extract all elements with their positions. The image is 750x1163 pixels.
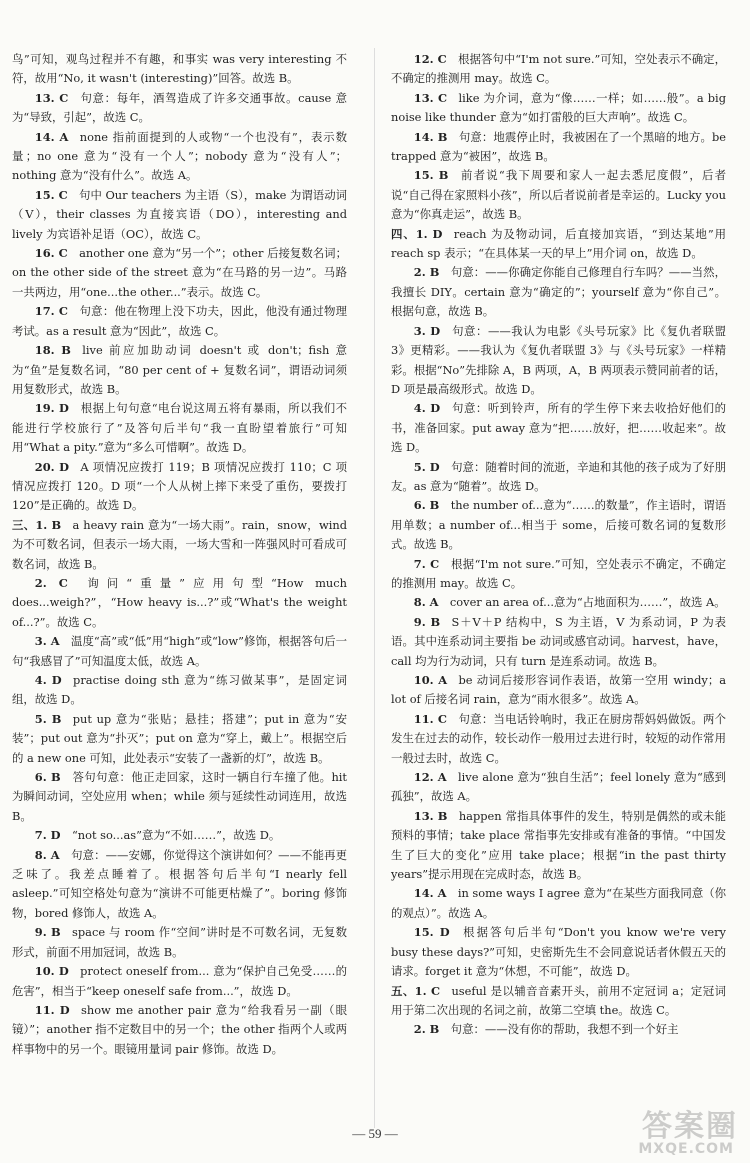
- answer-explanation: the number of...意为“……的数量”，作主语时，谓语用单数；a number of...相当于 some，后接可数名词的复数形式。故选 B。: [391, 498, 726, 552]
- answer-number: 2. B: [413, 1022, 440, 1037]
- answer-explanation: cover an area of...意为“占地面积为……”，故选 A。: [449, 595, 726, 610]
- answer-item: [391, 496, 726, 554]
- column-divider: [374, 48, 375, 1128]
- answer-number: 17. C: [34, 304, 68, 319]
- answer-explanation: a heavy rain 意为“一场大雨”。rain，snow，wind 为不可数名词，但表示一场大雨，一场大雪和一阵强风时可看成可数名词，故选 B。: [12, 517, 347, 571]
- answer-explanation: 句意：——没有你的帮助，我想不到一个好主: [450, 1022, 679, 1037]
- answer-item: [391, 768, 726, 807]
- answer-number: 9. B: [413, 614, 441, 629]
- answer-explanation: be 动词后接形容词作表语，故第一空用 windy；a lot of 后接名词 rain，意为“雨水很多”。故选 A。: [391, 673, 726, 707]
- answer-explanation: 答句句意：他正走回家，这时一辆自行车撞了他。hit 为瞬间动词，空处应用 when；while 须与延续性动词连用，故选 B。: [12, 770, 348, 823]
- answer-item: [391, 884, 726, 923]
- answer-explanation: 句意：他在物理上没下功夫，因此，他没有通过物理考试。as a result 意为“因此”，故选 C。: [12, 304, 347, 338]
- answer-number: 8. A: [413, 595, 439, 610]
- answer-number: 9. B: [34, 925, 61, 940]
- answer-number: 13. B: [413, 808, 448, 823]
- answer-item: [391, 322, 726, 400]
- answer-number: 10. A: [413, 673, 448, 687]
- answer-explanation: 句意：——安娜，你觉得这个演讲如何？——不能再更乏味了。我差点睡着了。根据答句后半句“I nearly fell asleep.”可知空格处句意为“演讲不可能更枯燥了”。boring 修饰物，bored 修饰人，故选 A。: [12, 847, 347, 920]
- answer-item: [12, 632, 347, 671]
- answer-item: [12, 574, 347, 632]
- answer-number: 10. D: [34, 964, 69, 979]
- answer-explanation: put up 意为“张贴；悬挂；搭建”；put in 意为“安装”；put out 意为“扑灭”；put on 意为“穿上，戴上”。根据空后的 a new one 可知，此处表示“安装了一盏新的灯”，故选 B。: [12, 711, 347, 765]
- answer-explanation: 句意：每年，酒驾造成了许多交通事故。cause 意为“导致，引起”，故选 C。: [12, 90, 347, 125]
- watermark-sub-text: MXQE.COM: [638, 1141, 734, 1157]
- answer-number: 15. D: [413, 925, 450, 940]
- answer-number: 16. C: [34, 246, 68, 261]
- answer-item: [12, 341, 347, 399]
- right-column: [391, 50, 726, 1040]
- answer-item: [391, 399, 726, 457]
- answer-item: [391, 710, 726, 768]
- answer-explanation: 句中 Our teachers 为主语（S），make 为谓语动词（V），their classes 为直接宾语（DO），interesting and lively 为宾语补足语（OC），故选 C。: [12, 187, 347, 241]
- answer-item: [391, 593, 726, 612]
- left-column: [12, 50, 347, 1059]
- answer-item: [391, 807, 726, 885]
- answer-explanation: protect oneself from... 意为“保护自己免受……的危害”，相当于“keep oneself safe from...”，故选 D。: [12, 964, 347, 998]
- answer-item: [12, 89, 347, 128]
- answer-explanation: 句意：当电话铃响时，我正在厨房帮妈妈做饭。两个发生在过去的动作，较长动作一般用过去进行时，较短的动作常用一般过去时，故选 C。: [391, 711, 726, 765]
- answer-explanation: “not so...as”意为“不如……”，故选 D。: [71, 828, 281, 843]
- answer-explanation: another one 意为“另一个”；other 后接复数名词；on the other side of the street 意为“在马路的另一边”。马路一共两边，用“one...the other...”表示。故选 C。: [12, 246, 347, 299]
- answer-number: 20. D: [34, 459, 69, 474]
- answer-number: 19. D: [34, 401, 69, 416]
- answer-explanation: useful 是以辅音音素开头，前用不定冠词 a；定冠词用于第二次出现的名词之前，故第二空填 the。故选 C。: [391, 983, 726, 1017]
- answer-number: 11. D: [34, 1002, 70, 1017]
- answer-number: 6. B: [413, 498, 440, 513]
- answer-explanation: 句意：随着时间的流逝，辛迪和其他的孩子成为了好朋友。as 意为“随着”。故选 D。: [391, 459, 726, 493]
- answer-number: 12. A: [413, 770, 447, 785]
- answer-number: 15. B: [413, 168, 449, 183]
- answer-item: [391, 671, 726, 710]
- answer-item: [12, 923, 347, 962]
- answer-item: [12, 399, 347, 457]
- answer-item: [12, 302, 347, 341]
- answer-explanation: 根据上句句意“电台说这周五将有暴雨，所以我们不能进行学校旅行了”及答句后半句“我一直盼望着旅行”可知用“What a pity.”意为“多么可惜啊”。故选 D。: [12, 401, 347, 455]
- answer-item: [391, 982, 726, 1021]
- answer-number: 5. D: [413, 459, 440, 474]
- page-number: — 59 —: [352, 1126, 398, 1141]
- answer-number: 12. C: [413, 52, 447, 66]
- answer-number: 4. D: [34, 673, 62, 687]
- answer-item: [12, 516, 347, 574]
- answer-item: [391, 225, 726, 264]
- answer-explanation: 句意：——我认为电影《头号玩家》比《复仇者联盟 3》更精彩。——我认为《复仇者联盟 3》与《头号玩家》一样精彩。根据“No”先排除 A，B 两项，A，B 两项表示赞同前者的话，D 项是最高级形式。故选 D。: [391, 323, 726, 396]
- answer-explanation: show me another pair 意为“给我看另一副（眼镜）”；another 指不定数目中的另一个；the other 指两个人或两样事物中的另一个。眼镜用量词 pair 修饰。故选 D。: [12, 1002, 347, 1056]
- answer-item: [12, 186, 347, 244]
- answer-item: [391, 613, 726, 671]
- answer-number: 14. A: [413, 886, 447, 901]
- answer-explanation: like 为介词，意为“像……一样；如……般”。a big noise like thunder 意为“如打雷般的巨大声响”。故选 C。: [391, 90, 726, 125]
- answer-number: 四、1. D: [391, 226, 443, 241]
- answer-number: 6. B: [34, 770, 61, 785]
- answer-explanation: 询问“重量”应用句型“How much does...weigh?”，“How heavy is...?”或“What's the weight of...?”。故选 C。: [12, 575, 347, 629]
- answer-number: 3. D: [413, 323, 441, 338]
- answer-item: [12, 962, 347, 1001]
- answer-explanation: live 前应加助动词 doesn't 或 don't；fish 意为“鱼”是复数名词，“80 per cent of + 复数名词”，谓语动词须用复数形式，故选 B。: [12, 343, 347, 396]
- answer-number: 5. B: [34, 711, 62, 726]
- answer-number: 3. A: [34, 634, 60, 649]
- answer-explanation: happen 常指具体事件的发生，特别是偶然的或未能预料的事情；take place 常指事先安排或有准备的事情。“中国发生了巨大的变化”应用 take place；根据“in the past thirty years”提示用现在完成时态，故选 B。: [391, 808, 726, 882]
- answer-explanation: 句意：——你确定你能自己修理自行车吗？——当然，我擅长 DIY。certain 意为“确定的”；yourself 意为“你自己”。根据句意，故选 B。: [391, 265, 726, 319]
- answer-number: 11. C: [413, 711, 447, 726]
- answer-item: [12, 128, 347, 186]
- answer-item: [12, 846, 347, 924]
- answer-item: [12, 671, 347, 710]
- answer-explanation: in some ways I agree 意为“在某些方面我同意（你的观点）”。故选 A。: [391, 886, 726, 920]
- answer-explanation: 句意：听到铃声，所有的学生停下来去收拾好他们的书，准备回家。put away 意为“把……放好，把……收起来”。故选 D。: [391, 401, 726, 455]
- answer-number: 14. B: [413, 129, 448, 144]
- answer-item: [12, 1001, 347, 1059]
- answer-explanation: 根据答句后半句“Don't you know we're very busy these days?”可知，史密斯先生不会同意说话者休假五天的请求。forget it 意为“休想，不可能”，故选 D。: [391, 925, 726, 979]
- answer-number: 13. C: [413, 90, 448, 105]
- answer-item: [391, 263, 726, 321]
- answer-explanation: A 项情况应拨打 119；B 项情况应拨打 110；C 项情况应拨打 120。D 项“一个人从树上摔下来受了重伤，要拨打 120”是正确的。故选 D。: [12, 459, 347, 513]
- answer-number: 18. B: [34, 343, 71, 358]
- answer-item: [12, 710, 347, 768]
- answer-number: 7. C: [413, 556, 440, 571]
- answer-explanation: 根据“I'm not sure.”可知，空处表示不确定，不确定的推测用 may。故选 C。: [391, 556, 726, 590]
- answer-number: 五、1. C: [391, 983, 441, 998]
- answer-number: 15. C: [34, 187, 68, 202]
- answer-explanation: practise doing sth 意为“练习做某事”，是固定词组，故选 D。: [12, 673, 347, 707]
- watermark-logo: [628, 1101, 738, 1157]
- answer-explanation: S＋V＋P 结构中，S 为主语，V 为系动词，P 为表语。其中连系动词主要指 be 动词或感官动词。harvest，have，call 均为行为动词，只有 turn 是连系动词。故选 B。: [391, 614, 727, 668]
- answer-number: 8. A: [34, 847, 60, 862]
- answer-explanation: 前者说“我下周要和家人一起去悉尼度假”，后者说“自己得在家照料小孩”，所以后者说前者是幸运的。Lucky you 意为“你真走运”，故选 B。: [391, 168, 726, 222]
- answer-item: [12, 244, 347, 302]
- answer-explanation: 温度“高”或“低”用“high”或“low”修饰，根据答句后一句“我感冒了”可知温度太低，故选 A。: [12, 634, 347, 668]
- answer-number: 2. C: [34, 575, 68, 590]
- answer-number: 13. C: [34, 90, 69, 105]
- watermark-main-text: 答案圈: [642, 1109, 738, 1144]
- answer-item: [391, 458, 726, 497]
- answer-item: [391, 128, 726, 167]
- answer-explanation: live alone 意为“独自生活”；feel lonely 意为“感到孤独”，故选 A。: [391, 770, 727, 804]
- answer-explanation: 句意：地震停止时，我被困在了一个黑暗的地方。be trapped 意为“被困”，故选 B。: [391, 129, 726, 164]
- answer-item: [391, 50, 726, 89]
- answer-item: [391, 166, 726, 224]
- answer-item: [391, 923, 726, 981]
- answer-explanation: 鸟”可知，观鸟过程并不有趣，和事实 was very interesting 不符，故用“No, it wasn't (interesting)”回答。故选 B。: [12, 52, 347, 86]
- answer-item: [391, 555, 726, 594]
- answer-item: [12, 458, 347, 516]
- answer-explanation: reach 为及物动词，后直接加宾语，“到达某地”用 reach sp 表示；“在具体某一天的早上”用介词 on，故选 D。: [391, 226, 726, 261]
- answer-item: [391, 1020, 726, 1039]
- answer-number: 7. D: [34, 828, 61, 843]
- answer-number: 4. D: [413, 401, 441, 416]
- answer-explanation: space 与 room 作“空间”讲时是不可数名词，无复数形式，前面不用加冠词，故选 B。: [12, 925, 347, 959]
- answer-item: [12, 768, 347, 826]
- answer-item: [12, 50, 347, 89]
- answer-explanation: none 指前面提到的人或物“一个也没有”，表示数量；no one 意为“没有一个人”；nobody 意为“没有人”；nothing 意为“没有什么”。故选 A。: [12, 129, 347, 183]
- answer-item: [391, 89, 726, 128]
- answer-item: [12, 826, 347, 845]
- answer-number: 14. A: [34, 129, 69, 144]
- answer-number: 三、1. B: [12, 517, 62, 532]
- answer-number: 2. B: [413, 265, 440, 280]
- answer-explanation: 根据答句中“I'm not sure.”可知，空处表示不确定，不确定的推测用 may。故选 C。: [391, 52, 726, 86]
